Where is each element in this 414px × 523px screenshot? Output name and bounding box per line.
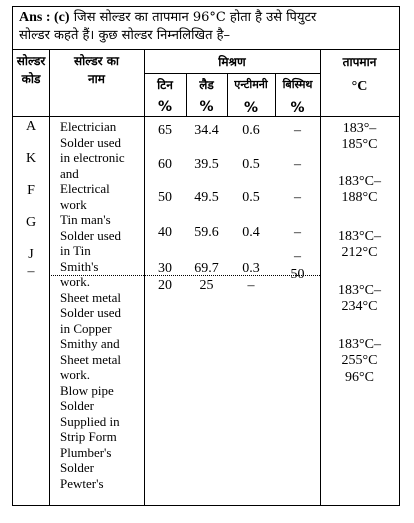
name-line: and [60, 165, 79, 181]
bismuth-pewter: 50 [290, 267, 305, 282]
name-line: Solder [60, 460, 94, 475]
header-name: सोल्डर का नाम [73, 54, 120, 86]
temp-F: 183°C– 212°C [338, 229, 381, 260]
name-line: in electronic [60, 150, 125, 165]
mix-sub-rule [144, 73, 320, 74]
header-temp: तापमान [342, 55, 377, 69]
name-line: work. [60, 367, 90, 382]
antimony-F: 0.5 [242, 190, 260, 205]
name-line: in Copper [60, 320, 112, 336]
answer-text-line1: जिस सोल्डर का तापमान 96°C होता है उसे पियुटर [73, 10, 317, 25]
name-line: in Tin [60, 243, 91, 258]
header-mix: मिश्रण [218, 55, 246, 69]
name-line: Sheet metal [60, 351, 122, 367]
name-line: Sheet metal [60, 289, 122, 305]
name-line: work [60, 196, 87, 212]
name-line: Plumber's [60, 444, 112, 460]
header-bismuth: बिस्मिथ % [282, 78, 313, 116]
code-A: A [25, 119, 37, 134]
header-lead: लैड % [199, 78, 214, 115]
lead-K: 39.5 [194, 157, 219, 172]
name-line: Solder [60, 398, 94, 413]
table-top-rule [13, 49, 399, 50]
bismuth-A: – [294, 123, 301, 138]
name-line: Solder used [60, 134, 122, 150]
tin-K: 60 [158, 157, 172, 172]
header-bottom-rule [13, 116, 399, 117]
tin-pewter: 20 [158, 278, 172, 293]
bismuth-J: – [294, 249, 301, 264]
col-divider-name [144, 49, 145, 505]
temp-J: 183°C– 255°C [338, 337, 381, 368]
temp-K: 183°C– 188°C [338, 174, 381, 205]
name-line: Supplied in [60, 413, 120, 429]
name-line: Electrical [60, 181, 110, 196]
answer-intro [19, 9, 395, 45]
answer-label: Ans : (c) [19, 10, 70, 25]
tin-A: 65 [158, 123, 172, 138]
answer-text-line2: सोल्डर कहते हैं। कुछ सोल्डर निम्नलिखित है– [19, 28, 231, 43]
header-tin: टिन % [157, 78, 173, 115]
lead-G: 59.6 [194, 225, 219, 240]
lead-F: 49.5 [194, 190, 219, 205]
header-antimony: एन्टीमनी % [234, 78, 268, 116]
antimony-pewter: – [247, 278, 255, 293]
code-F: F [27, 183, 35, 198]
name-line: Strip Form [60, 429, 117, 444]
col-divider-code [49, 49, 50, 505]
code-K: K [25, 151, 37, 166]
name-line: Tin man's [60, 212, 111, 227]
solder-answer-box [12, 6, 400, 506]
tin-J: 30 [158, 261, 172, 276]
bismuth-F: – [294, 190, 301, 205]
name-line: Solder used [60, 305, 122, 320]
solder-names [60, 119, 144, 491]
code-J: J [28, 247, 34, 262]
name-line: Solder used [60, 227, 122, 243]
temp-pewter: 96°C [345, 370, 374, 385]
name-line: Blow pipe [60, 382, 114, 398]
name-line: work. [60, 274, 90, 289]
code-dash: – [27, 264, 35, 279]
tin-G: 40 [158, 225, 172, 240]
bismuth-G: – [294, 225, 301, 240]
name-line: Smithy and [60, 336, 120, 351]
antimony-J: 0.3 [242, 261, 260, 276]
lead-A: 34.4 [194, 123, 219, 138]
bismuth-K: – [294, 157, 301, 172]
antimony-G: 0.4 [242, 225, 260, 240]
name-line: Smith's [60, 258, 99, 274]
header-code: सोल्डर कोड [16, 54, 46, 86]
col-divider-mix [320, 49, 321, 505]
name-line: Pewter's [60, 475, 104, 491]
lead-J: 69.7 [194, 261, 219, 276]
antimony-K: 0.5 [242, 157, 260, 172]
temp-G: 183°C– 234°C [338, 283, 381, 314]
lead-pewter: 25 [199, 278, 214, 293]
temp-A: 183°– 185°C [341, 121, 378, 152]
header-temp-unit: °C [351, 79, 368, 94]
tin-F: 50 [158, 190, 172, 205]
antimony-A: 0.6 [242, 123, 260, 138]
name-line: Electrician [60, 119, 117, 134]
code-G: G [25, 215, 37, 230]
